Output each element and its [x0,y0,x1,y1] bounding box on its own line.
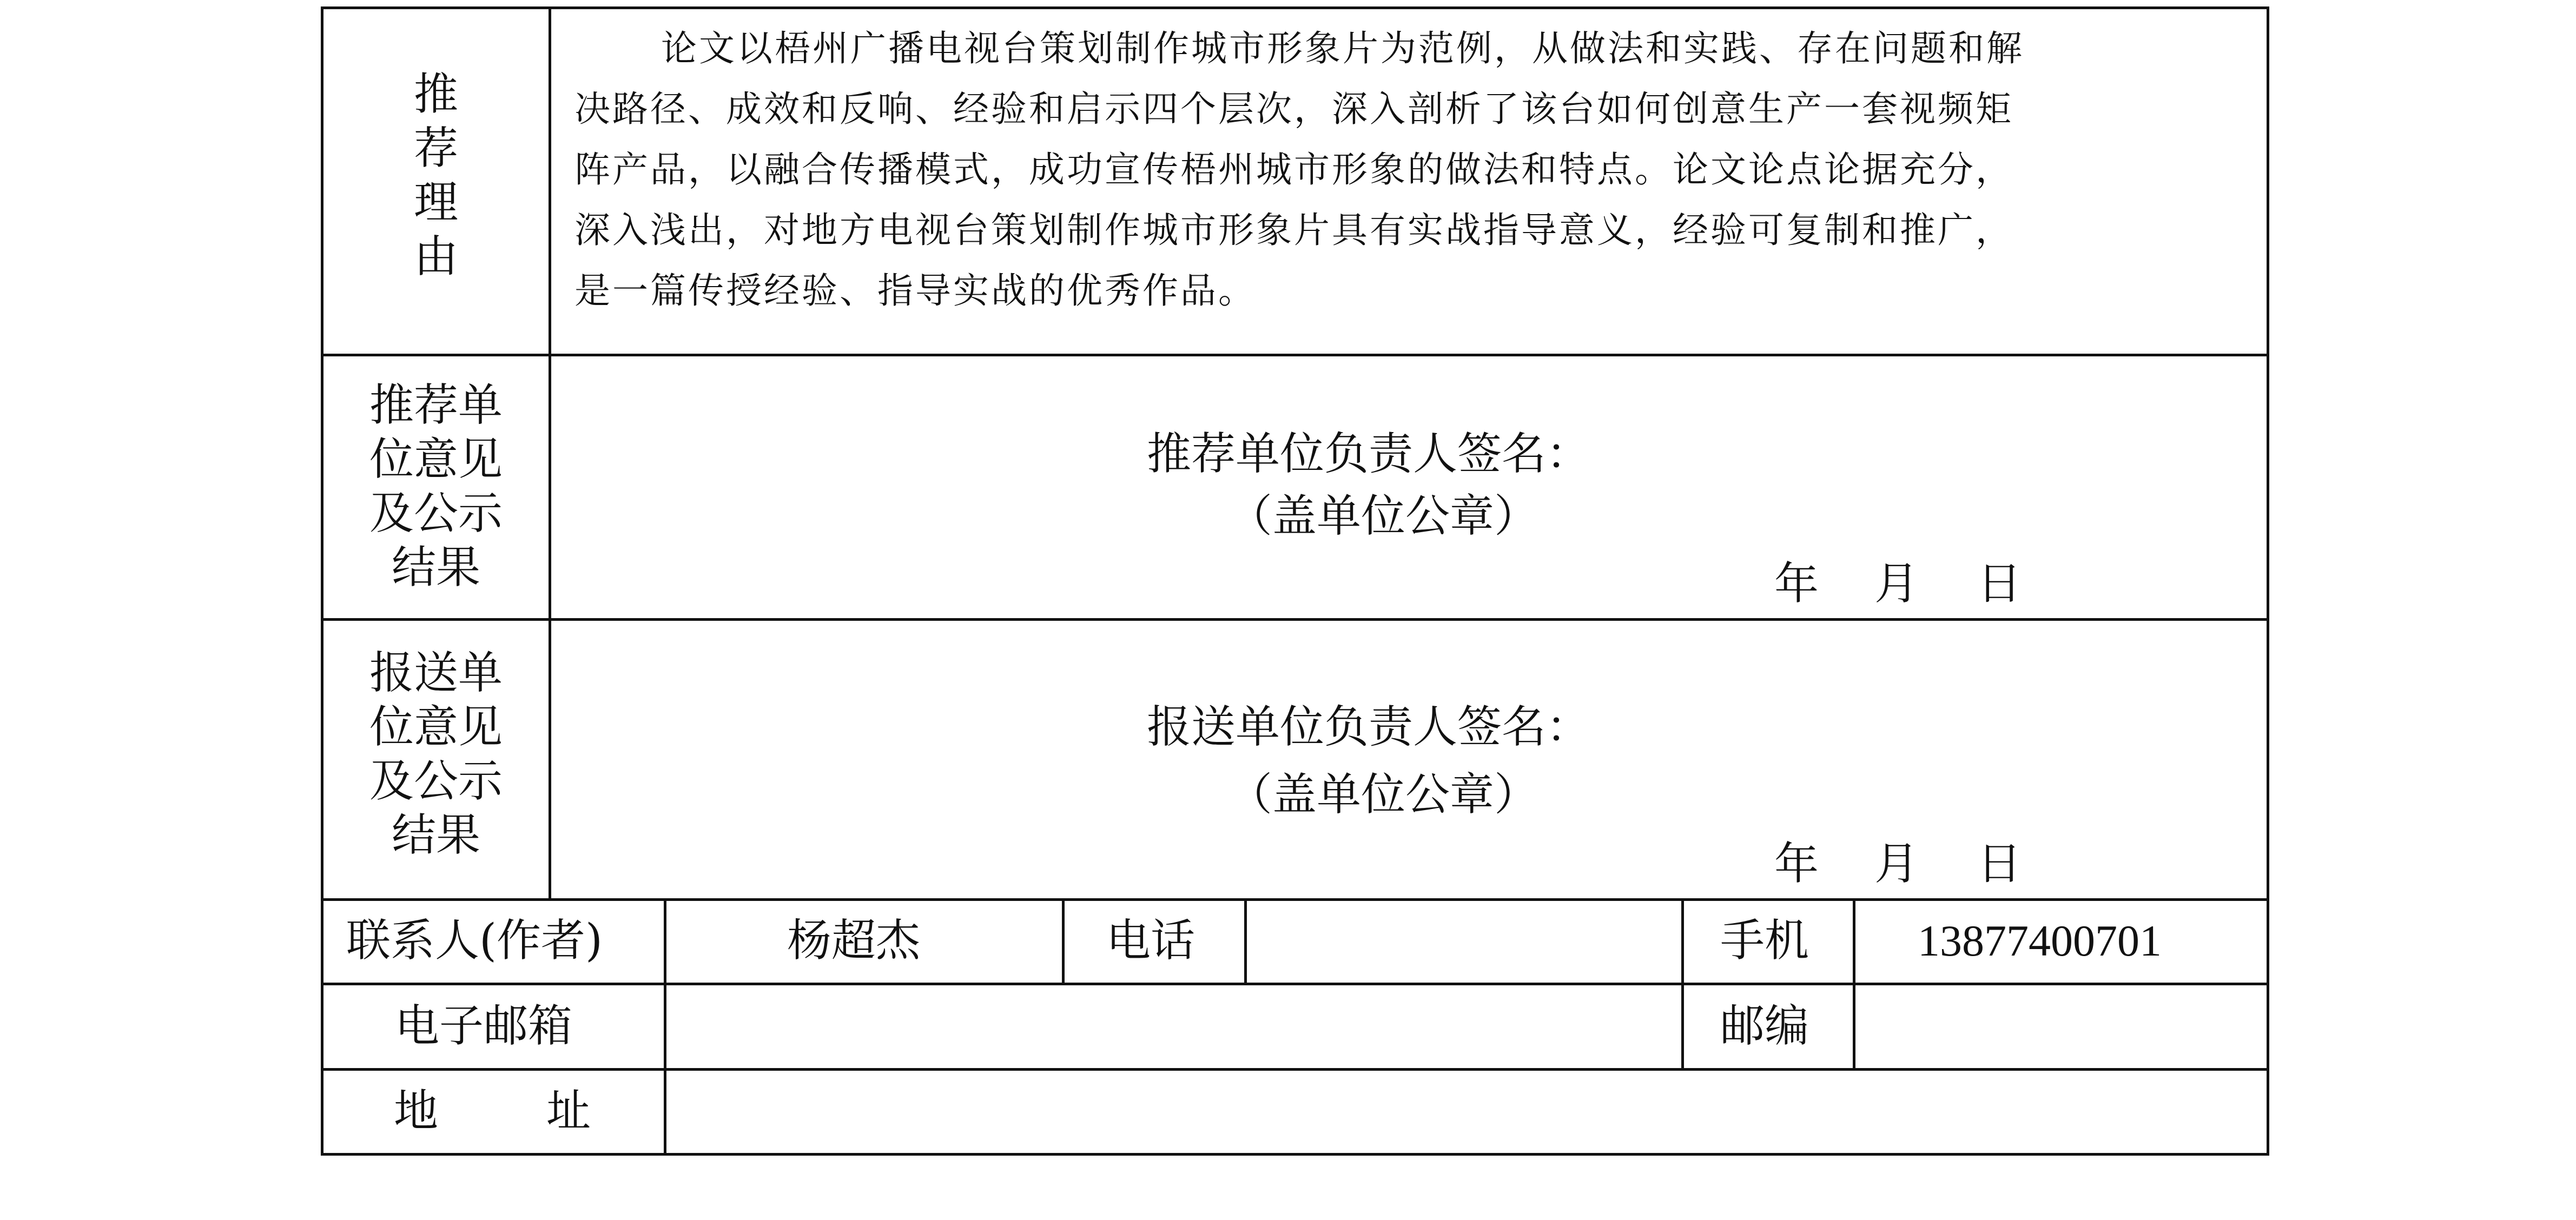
reason-line-2: 决路径、成效和反响、经验和启示四个层次，深入剖析了该台如何创意生产一套视频矩 [574,88,2013,130]
recommend-date-year: 年 [1774,558,1819,609]
rule-right [2267,6,2269,1156]
address-field[interactable] [666,1071,2267,1153]
recommend-date-day: 日 [1977,558,2022,609]
rule-row2 [321,618,2269,621]
recommend-date-month: 月 [1874,558,1919,609]
postcode-field[interactable] [1855,985,2267,1068]
label-char: 由 [413,231,458,282]
label-line: 位意见 [369,434,503,485]
recommend-signature-label: 推荐单位负责人签名： [1147,428,1591,480]
label-line: 及公示 [369,755,503,807]
reason-line-3: 阵产品，以融合传播模式，成功宣传梧州城市形象的做法和特点。论文论点论据充分， [574,149,2013,190]
email-field[interactable] [666,985,1681,1068]
email-label: 电子邮箱 [395,1000,573,1052]
submit-unit-label [323,646,549,863]
recommend-seal-label: （盖单位公章） [1228,490,1539,542]
reason-line-1: 论文以梧州广播电视台策划制作城市形象片为范例，从做法和实践、存在问题和解 [661,28,2024,69]
address-label-right: 址 [546,1085,591,1137]
label-line: 及公示 [369,488,503,539]
reason-line-5: 是一篇传授经验、指导实战的优秀作品。 [574,270,1256,311]
address-label-left: 地 [394,1085,439,1137]
label-line: 位意见 [369,701,503,753]
reason-line-4: 深入浅出，对地方电视台策划制作城市形象片具有实战指导意义，经验可复制和推广， [574,209,2013,251]
label-line: 推荐单 [369,380,503,431]
recommend-reason-label [323,68,549,284]
phone-field[interactable] [1247,901,1681,983]
label-line: 结果 [391,810,480,861]
rule-contact-col4 [1681,898,1684,1071]
rule-row1 [321,354,2269,356]
author-label: 联系人(作者) [346,915,603,966]
rule-label-col [549,6,551,901]
label-line: 报送单 [369,647,503,699]
author-value: 杨超杰 [787,915,921,966]
mobile-label: 手机 [1720,915,1809,966]
rule-contact-col2 [1062,898,1065,985]
postcode-label: 邮编 [1720,1000,1809,1052]
label-char: 荐 [413,123,458,174]
recommend-unit-label [323,379,549,595]
label-char: 推 [413,69,458,120]
submit-date-month: 月 [1874,838,1919,890]
label-line: 结果 [391,542,480,593]
submit-signature-label: 报送单位负责人签名： [1147,701,1591,753]
label-char: 理 [413,177,458,228]
rule-top [321,6,2269,9]
submit-date-year: 年 [1774,838,1819,890]
phone-label: 电话 [1106,915,1195,966]
submit-date-day: 日 [1977,838,2022,890]
submit-seal-label: （盖单位公章） [1228,769,1539,820]
mobile-value: 13877400701 [1918,916,2162,965]
rule-bottom [321,1153,2269,1156]
